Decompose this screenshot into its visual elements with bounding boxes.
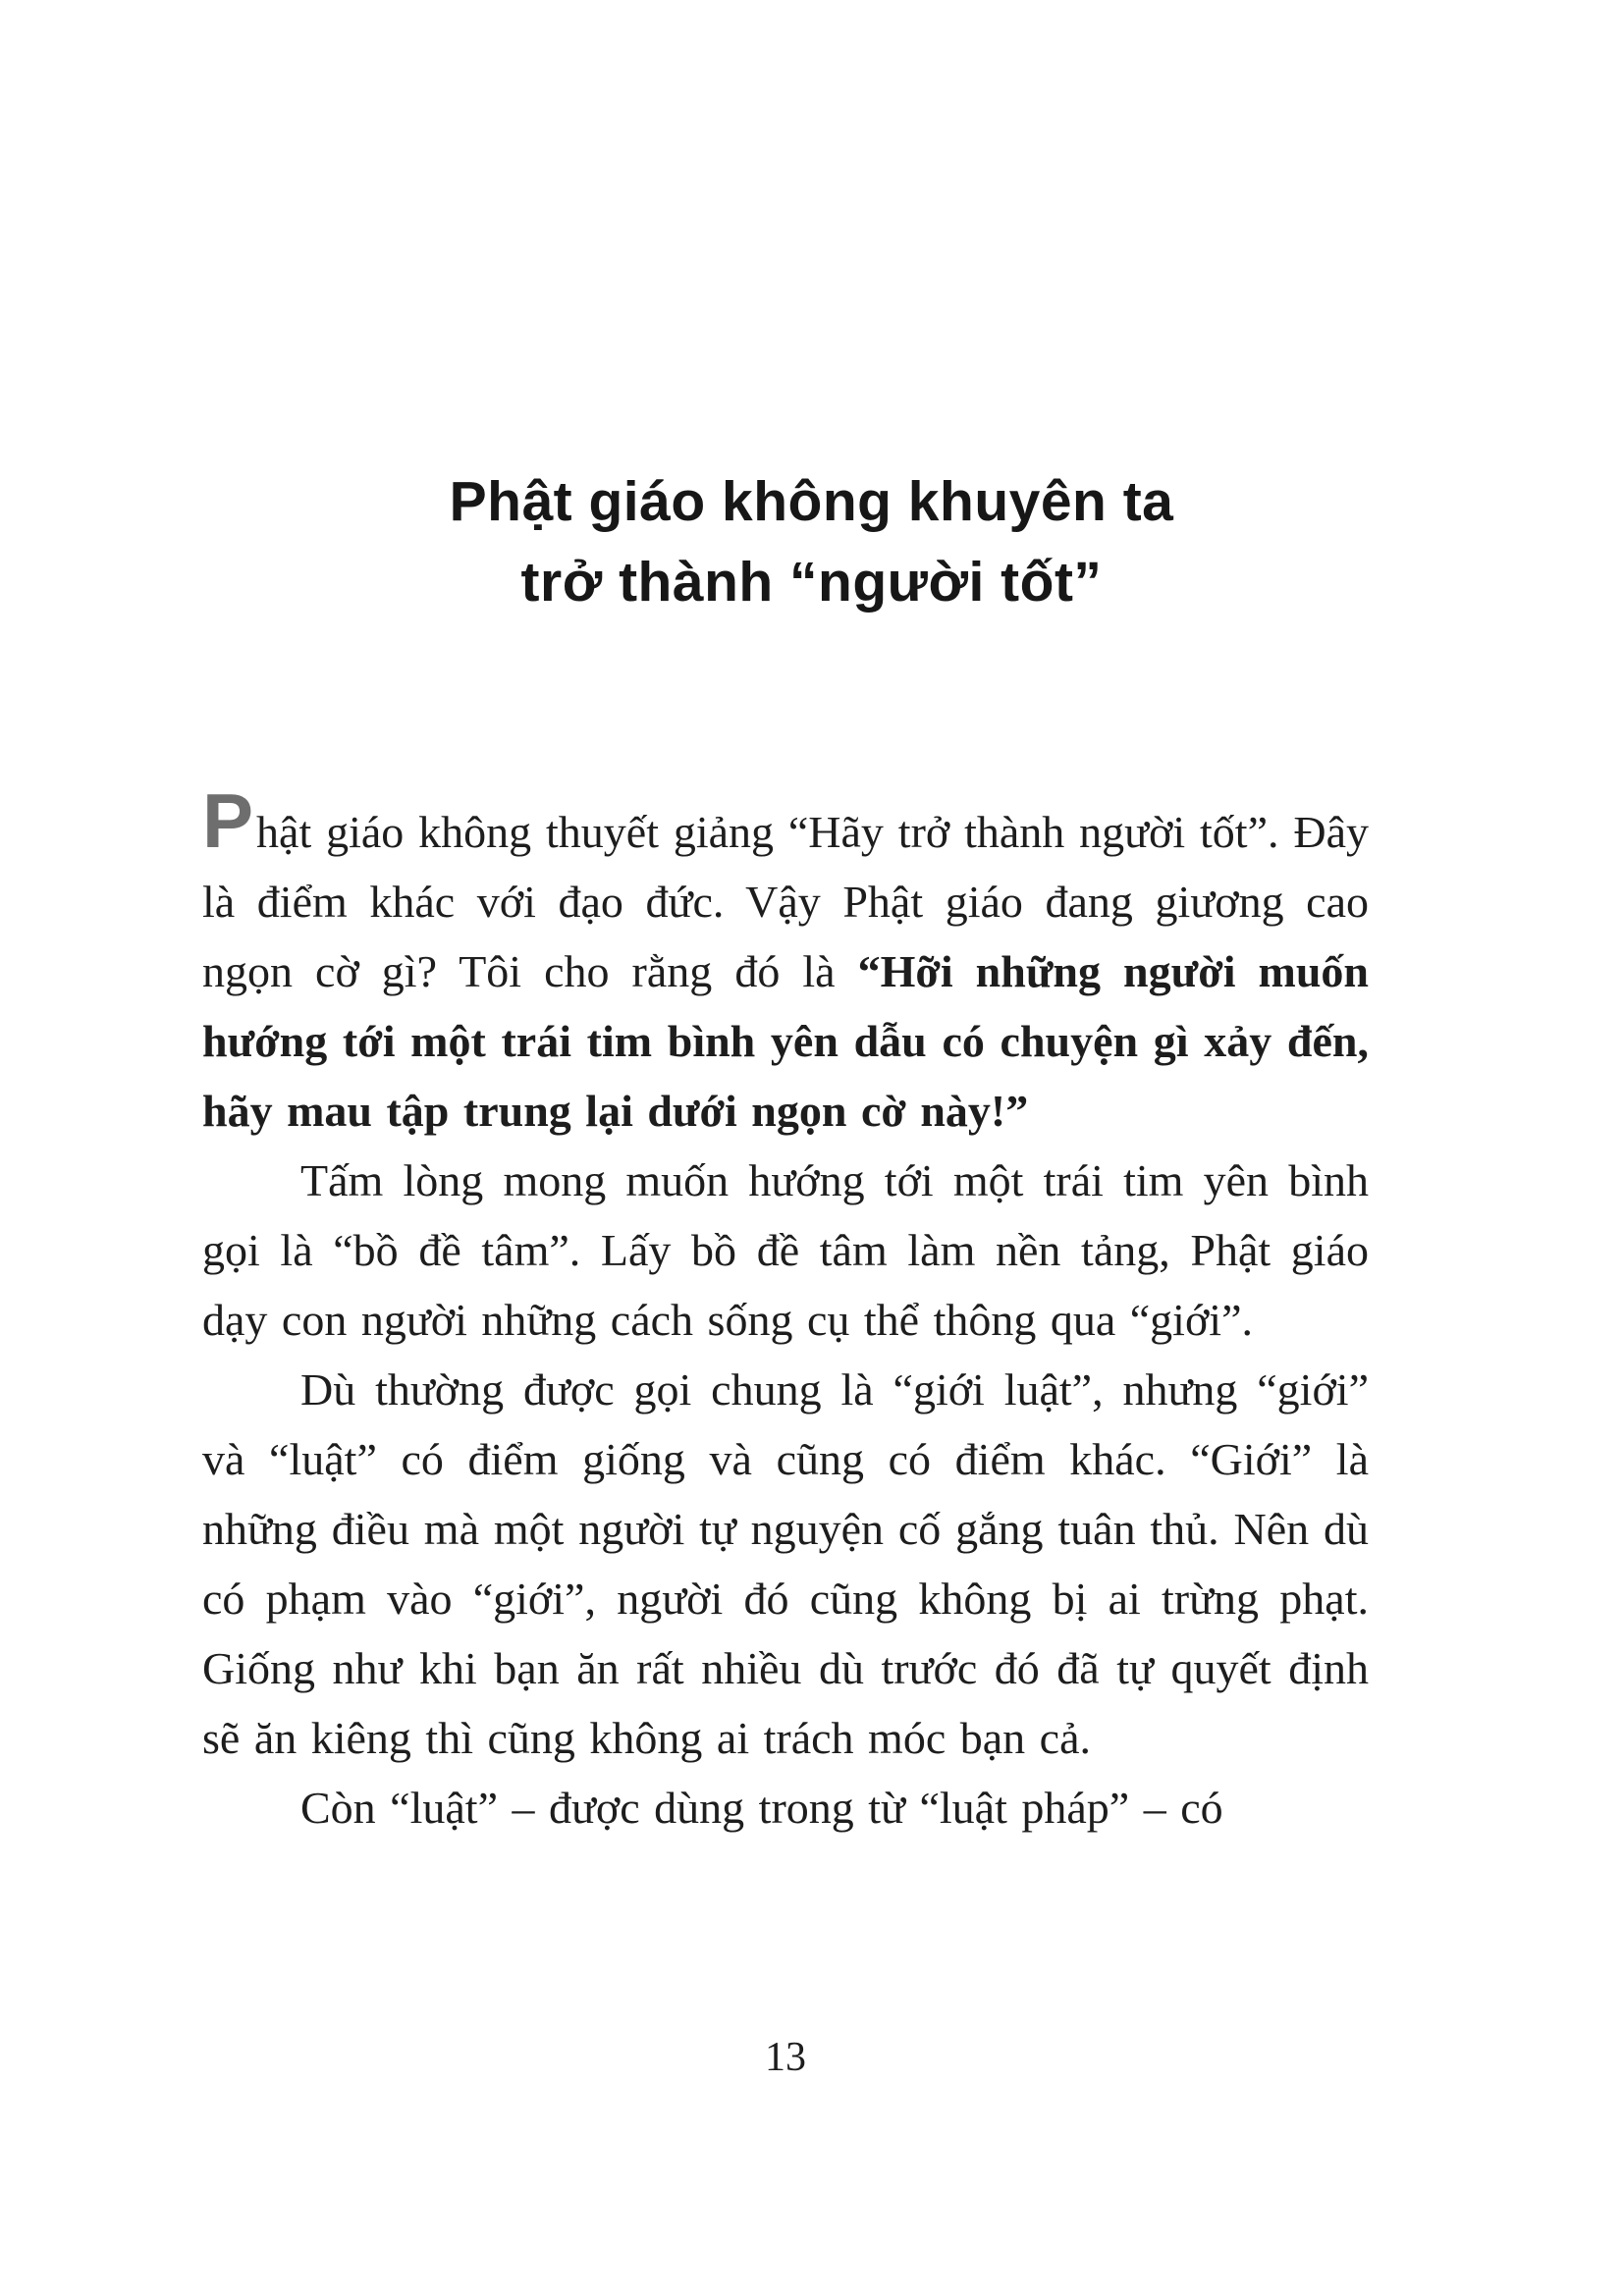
chapter-title-line-1: Phật giáo không khuyên ta [449,470,1174,533]
paragraph [202,777,1369,1146]
drop-cap-letter: P [202,777,254,864]
page-number: 13 [765,2035,806,2080]
text-run: Tấm lòng mong muốn hướng tới một trái tim yên bình gọi là “bồ đề tâm”. Lấy bồ đề tâm làm nền tảng, Phật giáo dạy con người những cách sống cụ thể thông qua “giới”. [202,1155,1369,1345]
bold-emphasis-run: “Hỡi những người muốn hướng tới một trái tim bình yên dẫu có chuyện gì xảy đến, hãy mau tập trung lại dưới ngọn cờ này!” [202,946,1369,1136]
paragraph [202,1355,1369,1773]
paragraph [202,1773,1369,1842]
text-run: hật giáo không thuyết giảng “Hãy trở thành người tốt”. Đây là điểm khác với đạo đức. Vậy Phật giáo đang giương cao ngọn cờ gì? Tôi cho rằng đó là [202,807,1369,996]
text-run: Còn “luật” – được dùng trong từ “luật pháp” – có [300,1783,1223,1833]
paragraph [202,1146,1369,1355]
body-text [202,777,1369,1842]
chapter-title [0,461,1623,622]
text-run: Dù thường được gọi chung là “giới luật”, nhưng “giới” và “luật” có điểm giống và cũng có điểm khác. “Giới” là những điều mà một người tự nguyện cố gắng tuân thủ. Nên dù có phạm vào “giới”, người đó cũng không bị ai trừng phạt. Giống như khi bạn ăn rất nhiều dù trước đó đã tự quyết định sẽ ăn kiêng thì cũng không ai trách móc bạn cả. [202,1364,1369,1763]
chapter-title-line-2: trở thành “người tốt” [520,551,1103,614]
